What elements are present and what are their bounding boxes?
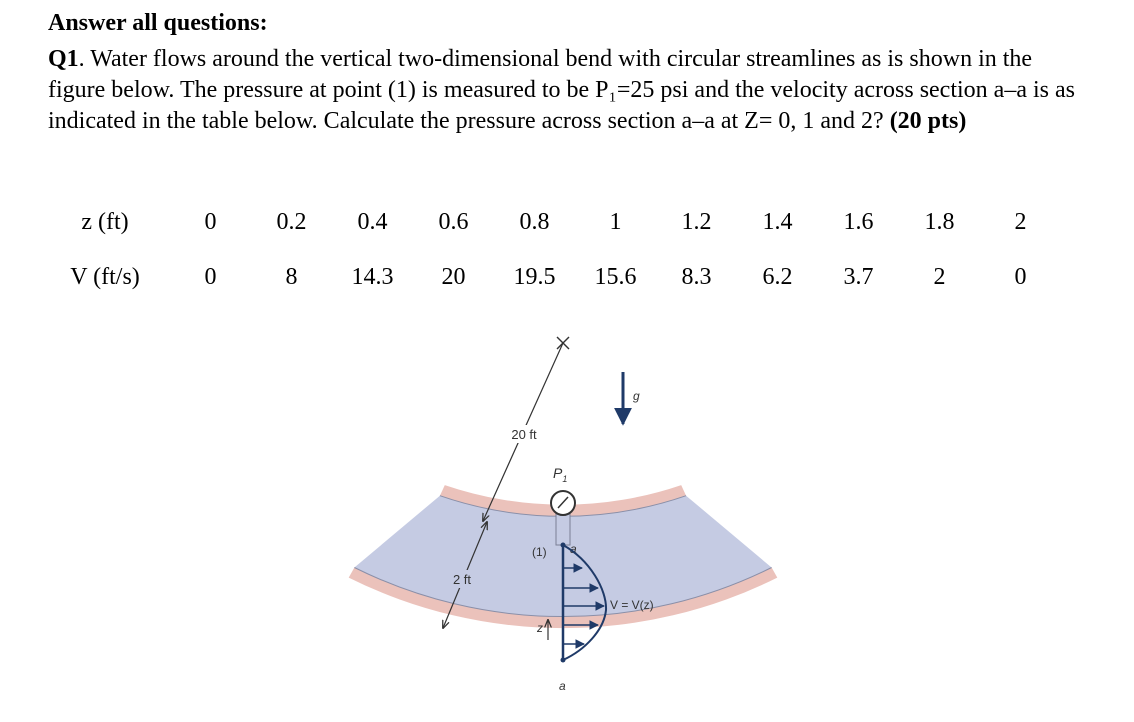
v-cell: 0 <box>1014 264 1027 290</box>
z-cell: 0 <box>204 209 217 235</box>
z-cell: 0.4 <box>357 209 388 235</box>
z-cell: 0.6 <box>438 209 469 235</box>
z-axis-label: z <box>537 621 543 635</box>
instructions-heading: Answer all questions: <box>48 10 268 36</box>
v-cell: 3.7 <box>843 264 874 290</box>
z-cell: 1.4 <box>762 209 793 235</box>
velocity-label: V = V(z) <box>610 598 654 612</box>
section-label-bottom: a <box>559 679 566 693</box>
v-cell: 6.2 <box>762 264 793 290</box>
gauge-stem <box>556 513 570 545</box>
radius-label: 20 ft <box>511 427 537 442</box>
gravity-label: g <box>633 389 640 403</box>
question-number: Q1 <box>48 46 79 72</box>
v-cell: 0 <box>204 264 217 290</box>
z-cell: 0.8 <box>519 209 550 235</box>
v-cell: 8.3 <box>681 264 712 290</box>
row-label-v: V (ft/s) <box>70 264 140 290</box>
v-cell: 20 <box>441 264 466 290</box>
question-points: (20 pts) <box>889 108 967 134</box>
row-label-z: z (ft) <box>81 209 129 235</box>
question-body: . Water flows around the vertical two-dimensional bend with circular streamlines as is shown in the figure below. The pressure at point (1) is measured to be P₁=25 psi and the velocity across section a–a is as indicated in the table below. Calculate the pressure across section a–a at Z= 0, 1 and 2? <box>48 46 1075 134</box>
v-cell: 8 <box>285 264 298 290</box>
z-cell: 2 <box>1014 209 1027 235</box>
v-cell: 19.5 <box>513 264 556 290</box>
z-cell: 1.6 <box>843 209 874 235</box>
v-cell: 14.3 <box>351 264 394 290</box>
z-cell: 1 <box>609 209 622 235</box>
z-cell: 0.2 <box>276 209 307 235</box>
section-label-top: a <box>570 542 577 556</box>
z-cell: 1.2 <box>681 209 712 235</box>
z-cell: 1.8 <box>924 209 955 235</box>
point-label: (1) <box>532 545 547 559</box>
v-cell: 15.6 <box>594 264 637 290</box>
pressure-label: $P_1$ <box>553 465 568 484</box>
width-label: 2 ft <box>452 572 472 587</box>
v-cell: 2 <box>933 264 946 290</box>
